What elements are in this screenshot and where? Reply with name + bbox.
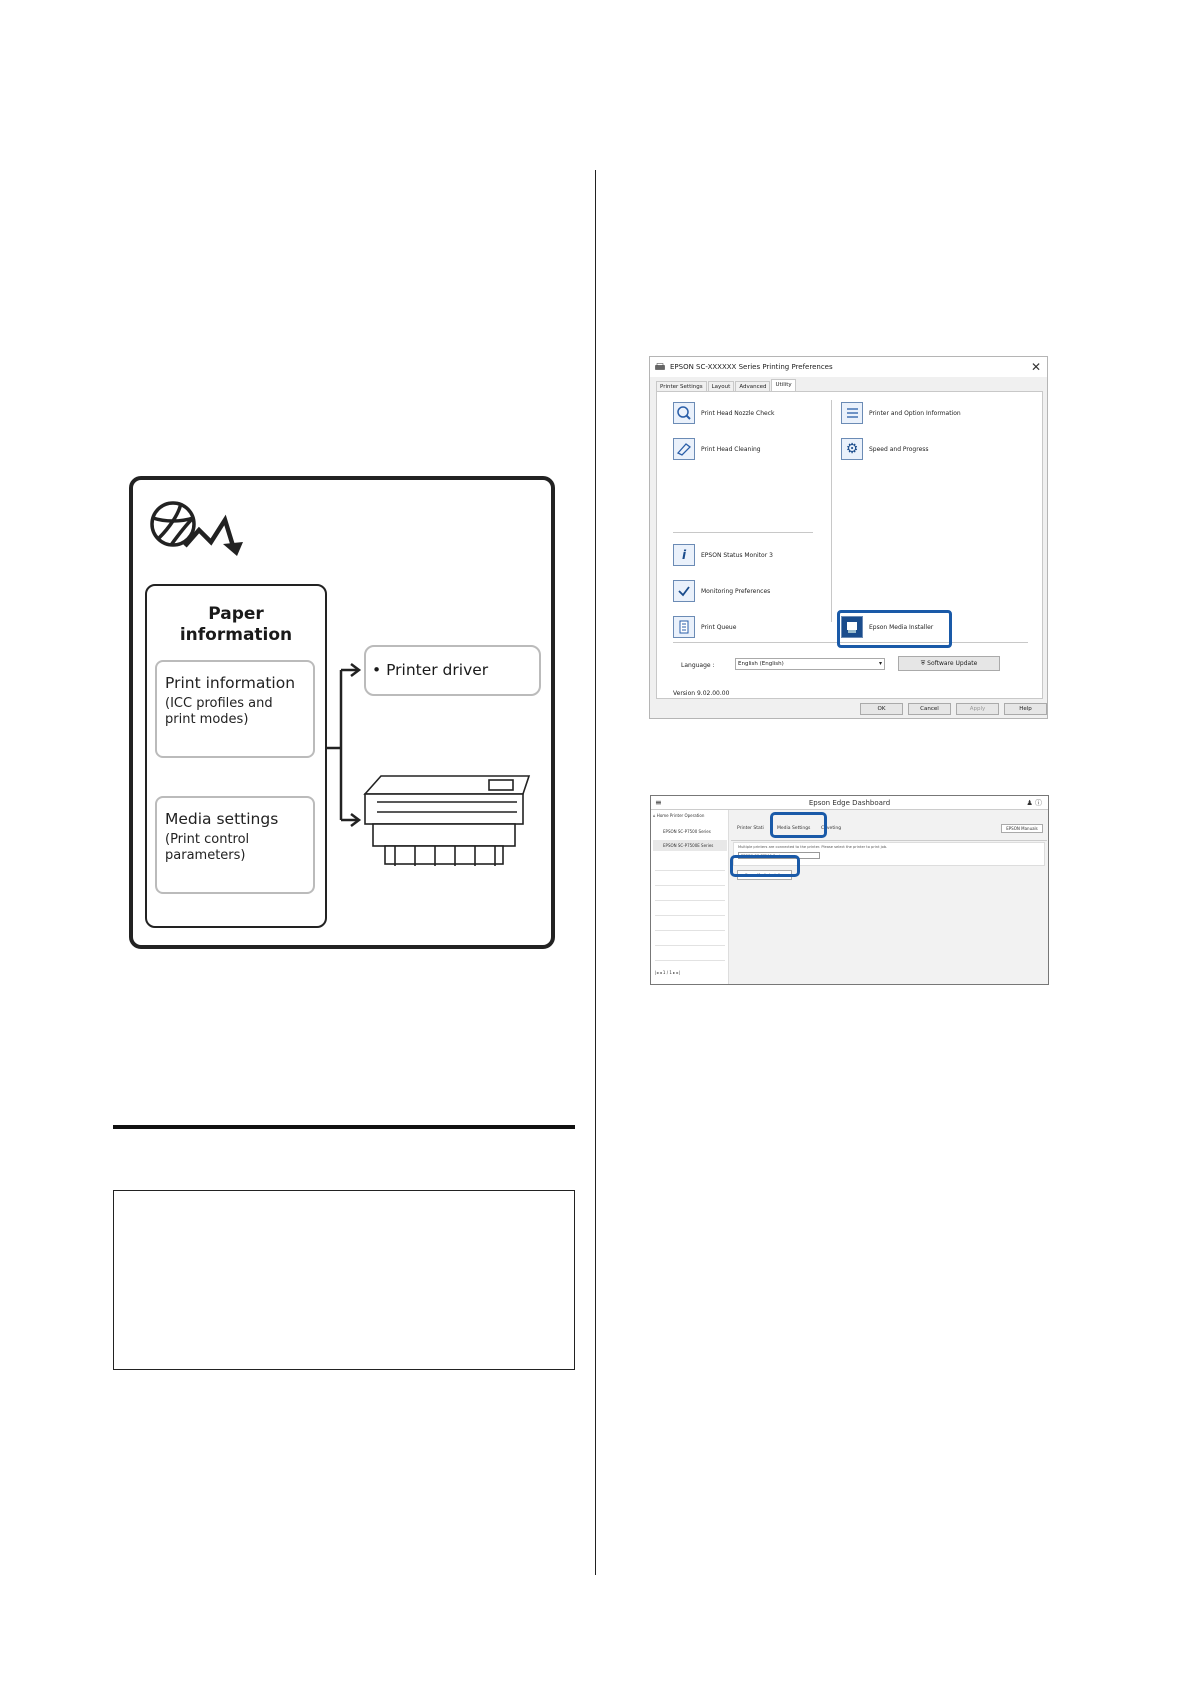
epson-manuals-button[interactable]: EPSON Manuals bbox=[1001, 824, 1043, 833]
media-installer-highlight bbox=[837, 610, 952, 648]
tab-advanced[interactable]: Advanced bbox=[735, 381, 770, 391]
dashboard-title-bar bbox=[651, 796, 1048, 810]
globe-icon bbox=[152, 503, 194, 545]
chevron-down-icon: ▾ bbox=[878, 660, 882, 667]
list-separator bbox=[655, 960, 725, 961]
printer-illustration bbox=[365, 776, 529, 866]
account-help-icons[interactable]: ♟ ⓘ bbox=[1026, 799, 1042, 807]
epson-edge-dashboard-window bbox=[650, 795, 1049, 985]
printer-icon bbox=[655, 363, 665, 371]
tab-bar bbox=[656, 379, 797, 391]
shield-icon: ⛨ bbox=[920, 660, 926, 667]
tab-printer-status[interactable]: Printer Stati bbox=[737, 826, 764, 831]
print-head-nozzle-check-item[interactable]: Print Head Nozzle Check bbox=[673, 402, 775, 424]
print-queue-item[interactable]: Print Queue bbox=[673, 616, 736, 638]
printer-list-item[interactable]: EPSON SC-P7500 Series bbox=[663, 829, 711, 834]
printer-driver-box: • Printer driver bbox=[364, 645, 541, 696]
window-title-bar bbox=[650, 357, 1047, 377]
gear-icon: ⚙ bbox=[841, 438, 863, 460]
printing-preferences-window bbox=[649, 356, 1048, 719]
epson-media-installer-button[interactable]: Epson Media Installer bbox=[737, 870, 792, 880]
print-head-cleaning-item[interactable]: Print Head Cleaning bbox=[673, 438, 761, 460]
ok-button[interactable]: OK bbox=[860, 703, 903, 715]
column-divider bbox=[595, 170, 596, 1575]
tab-media-settings[interactable]: Media Settings bbox=[777, 826, 811, 831]
printer-select[interactable]: EPSON SC-P7500 Series bbox=[738, 852, 820, 859]
breadcrumb[interactable]: ⌂ Home Printer Operation bbox=[653, 813, 705, 818]
media-settings-detail: (Print control parameters) bbox=[165, 832, 250, 863]
paper-information-title: Paper information bbox=[179, 604, 293, 645]
cancel-button[interactable]: Cancel bbox=[908, 703, 951, 715]
instruction-text: Multiple printers are connected to the printer. Please select the printer to print job. bbox=[738, 845, 888, 849]
pagination[interactable]: |◂ ◂ 1 / 1 ▸ ▸| bbox=[655, 970, 680, 975]
list-separator bbox=[655, 885, 725, 886]
close-icon[interactable]: ✕ bbox=[1030, 360, 1041, 374]
list-separator bbox=[655, 900, 725, 901]
note-box bbox=[113, 1190, 575, 1370]
print-information-heading: Print information bbox=[165, 674, 296, 692]
utility-panel bbox=[656, 391, 1043, 699]
media-settings-box bbox=[155, 796, 315, 894]
language-select[interactable]: English (English) ▾ bbox=[735, 658, 885, 670]
list-separator bbox=[655, 930, 725, 931]
tab-layout[interactable]: Layout bbox=[708, 381, 735, 391]
version-text: Version 9.02.00.00 bbox=[673, 690, 730, 697]
media-settings-heading: Media settings bbox=[165, 810, 279, 828]
language-label: Language : bbox=[681, 662, 715, 669]
head-cleaning-icon bbox=[673, 438, 695, 460]
tab-printer-settings[interactable]: Printer Settings bbox=[656, 381, 707, 391]
nozzle-check-icon bbox=[673, 402, 695, 424]
checkmark-icon bbox=[673, 580, 695, 602]
section-rule bbox=[113, 1125, 575, 1129]
epson-status-monitor-item[interactable]: i EPSON Status Monitor 3 bbox=[673, 544, 773, 566]
media-settings-tab-highlight bbox=[770, 812, 827, 838]
print-information-detail: (ICC profiles and print modes) bbox=[165, 696, 273, 727]
tab-coveting[interactable]: Coveting bbox=[821, 826, 842, 831]
print-information-box bbox=[155, 660, 315, 758]
list-separator bbox=[655, 945, 725, 946]
window-title: EPSON SC-XXXXXX Series Printing Preferences bbox=[670, 363, 833, 371]
paper-information-diagram bbox=[129, 476, 555, 949]
list-separator bbox=[655, 915, 725, 916]
menu-icon[interactable]: ≡ bbox=[655, 798, 662, 807]
info-icon: i bbox=[673, 544, 695, 566]
printer-list-sidebar bbox=[651, 810, 729, 985]
print-queue-icon bbox=[673, 616, 695, 638]
list-icon bbox=[841, 402, 863, 424]
tab-utility[interactable]: Utility bbox=[771, 379, 795, 391]
horizontal-divider bbox=[673, 532, 813, 533]
printer-option-information-item[interactable]: Printer and Option Information bbox=[841, 402, 961, 424]
list-separator bbox=[655, 870, 725, 871]
printer-list-item[interactable]: EPSON SC-P7500E Series bbox=[653, 840, 727, 851]
dashboard-title: Epson Edge Dashboard bbox=[808, 799, 891, 807]
apply-button[interactable]: Apply bbox=[956, 703, 999, 715]
monitoring-preferences-item[interactable]: Monitoring Preferences bbox=[673, 580, 770, 602]
speed-and-progress-item[interactable]: ⚙ Speed and Progress bbox=[841, 438, 929, 460]
software-update-button[interactable]: ⛨ Software Update bbox=[898, 656, 1000, 671]
media-installer-button-highlight bbox=[730, 855, 800, 877]
vertical-divider bbox=[831, 400, 832, 622]
epson-media-installer-item[interactable]: Epson Media Installer bbox=[841, 616, 933, 638]
paper-information-box bbox=[145, 584, 327, 928]
help-button[interactable]: Help bbox=[1004, 703, 1047, 715]
tab-underline bbox=[731, 840, 1047, 841]
